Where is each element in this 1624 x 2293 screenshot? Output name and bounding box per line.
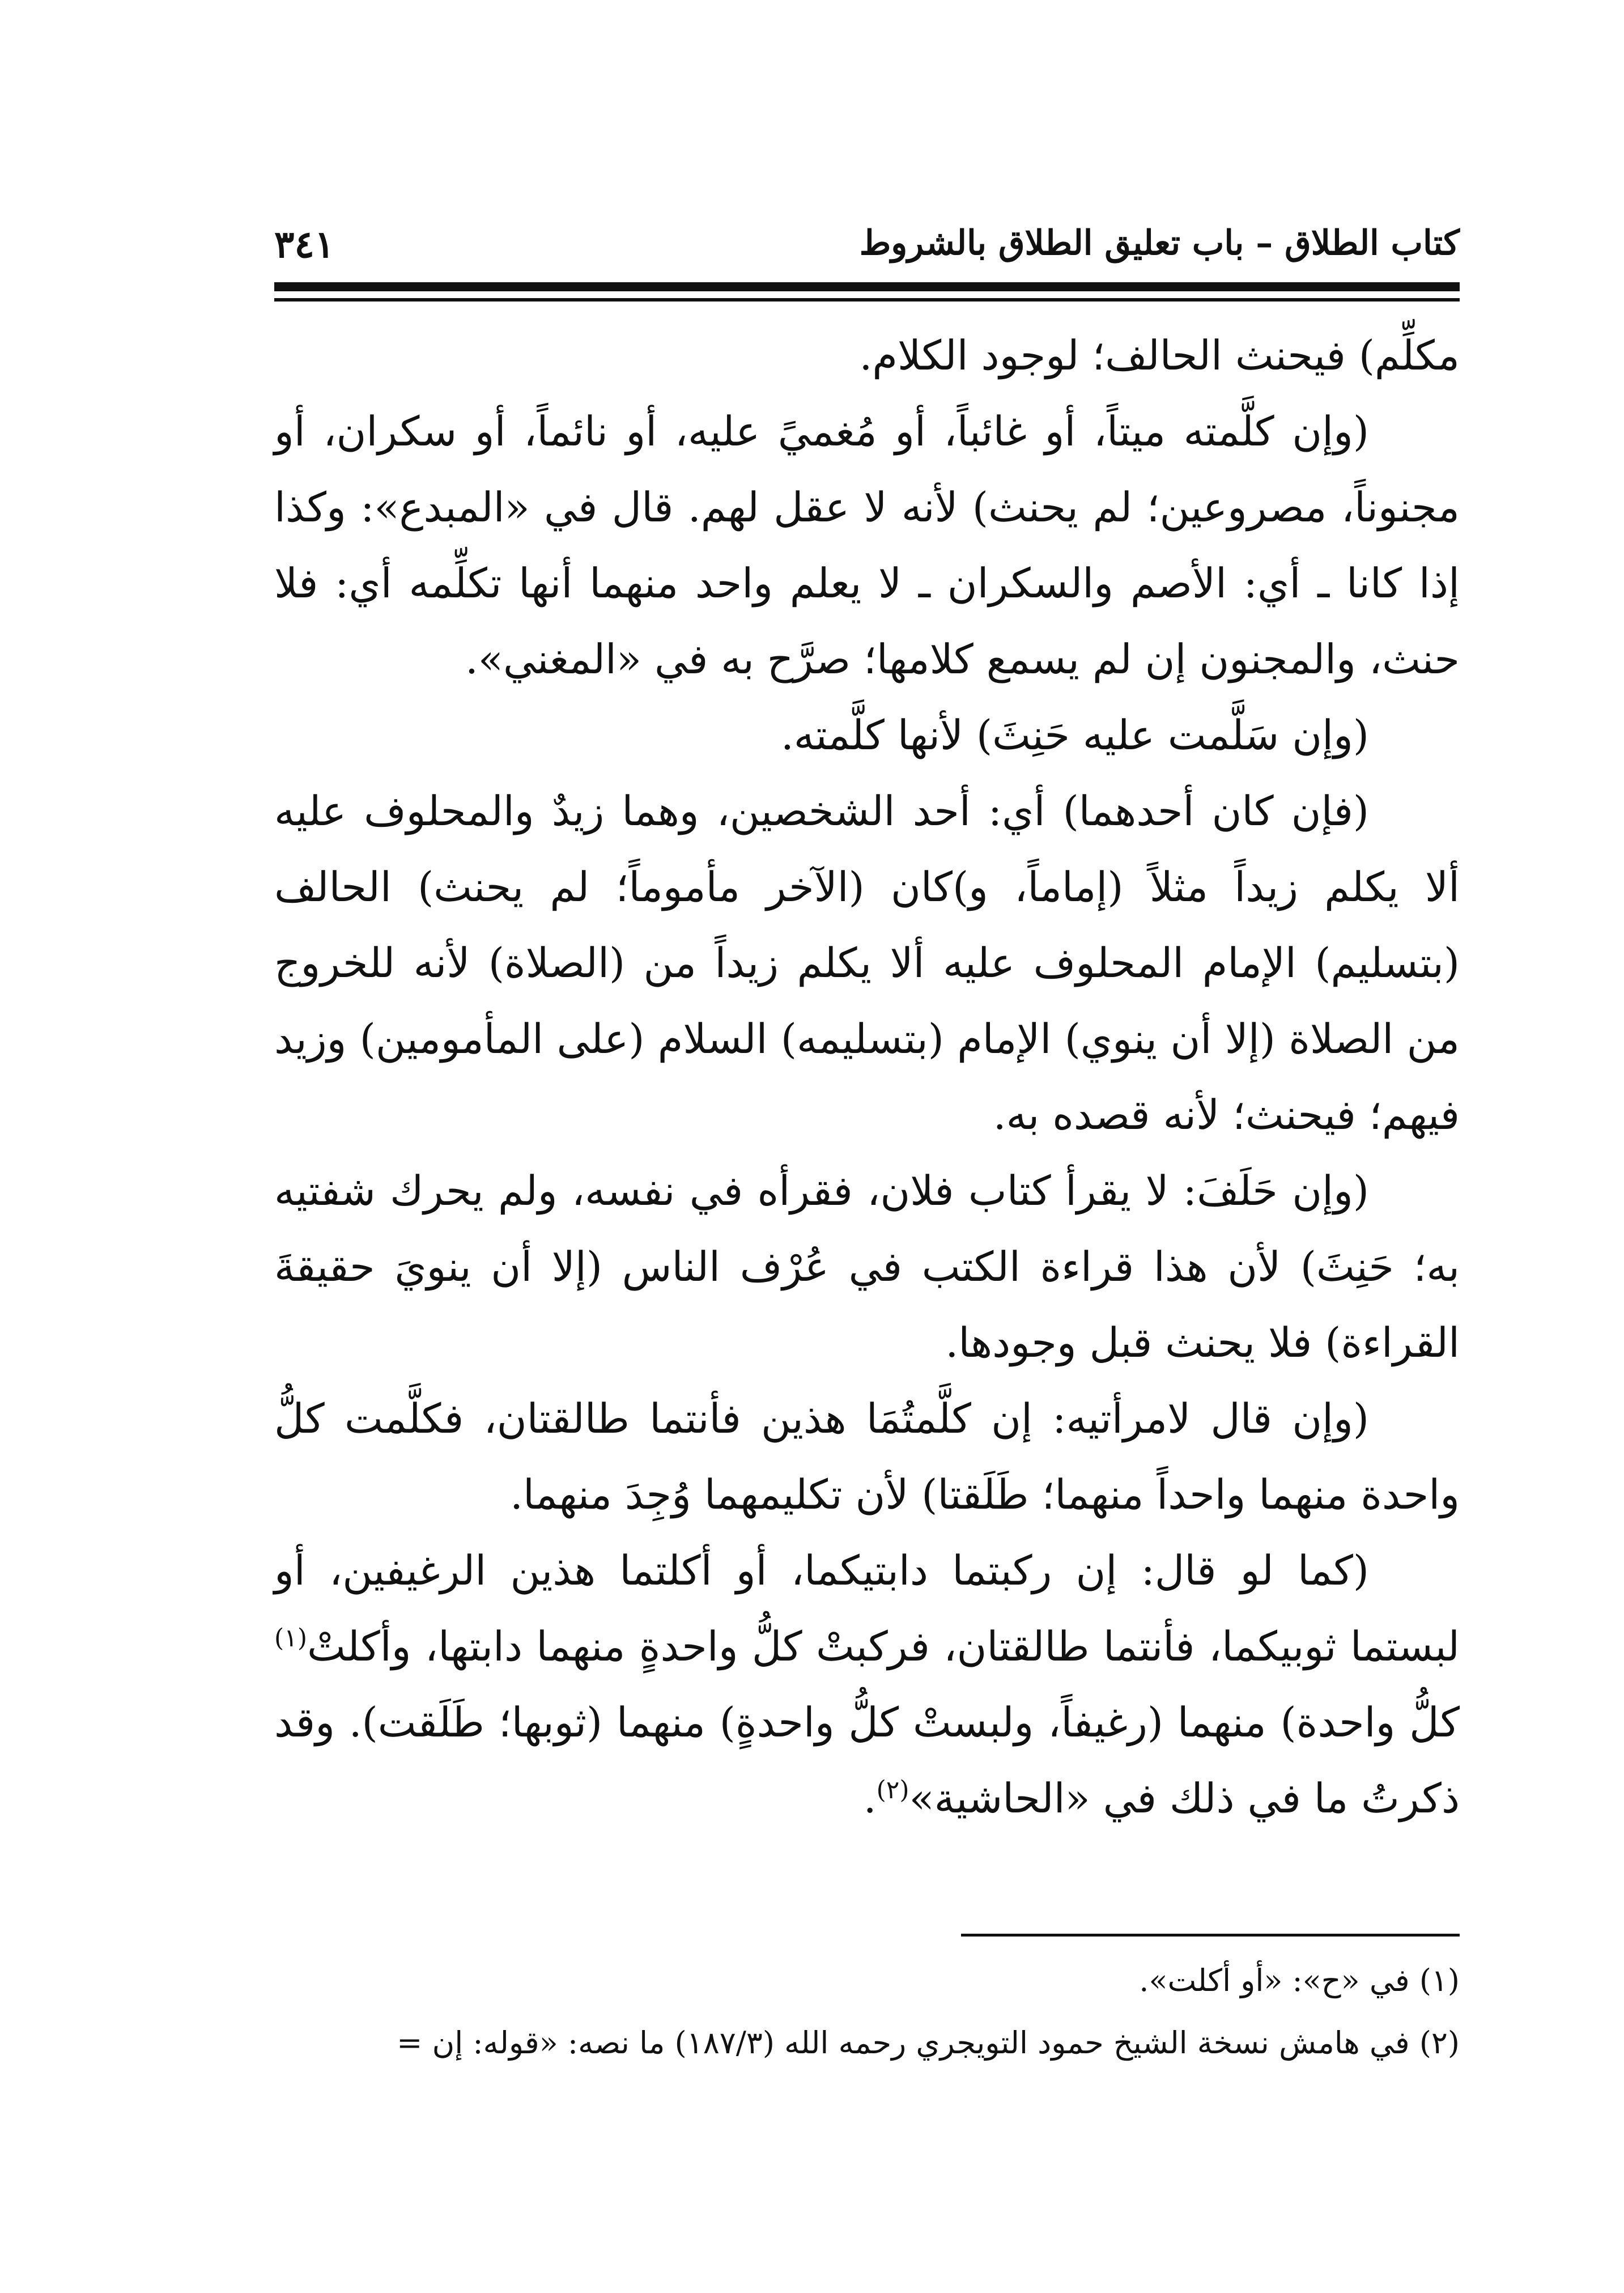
paragraph-segment: . xyxy=(863,1774,877,1822)
paragraph: (فإن كان أحدهما) أي: أحد الشخصين، وهما زيدٌ والمحلوف عليه ألا يكلم زيداً مثلاً (إماماً، و)كان (الآخر مأموماً؛ لم يحنث) الحالف (بتسليم) الإمام المحلوف عليه ألا يكلم زيداً من (الصلاة) لأنه للخروج من الصلاة (إلا أن ينوي) الإمام (بتسليمه) السلام (على المأمومين) وزيد فيهم؛ فيحنث؛ لأنه قصده به. xyxy=(274,787,1460,1139)
footnote-ref-2: (٢) xyxy=(876,1776,909,1804)
paragraph-segment: كلُّ واحدة) منهما (رغيفاً، ولبستْ كلُّ واحدةٍ) منهما (ثوبها؛ طَلَقت). وقد ذكرتُ ما في ذلك في «الحاشية» xyxy=(274,1698,1460,1822)
footnote-2: (٢) في هامش نسخة الشيخ حمود التويجري رحمه الله (١٨٧/٣) ما نصه: «قوله: إن = xyxy=(397,2025,1460,2061)
paragraph: (وإن قال لامرأتيه: إن كلَّمتُمَا هذين فأنتما طالقتان، فكلَّمت كلُّ واحدة منهما واحداً منهما؛ طَلَقتا) لأن تكليمهما وُجِدَ منهما. xyxy=(274,1395,1460,1518)
main-text xyxy=(274,317,1460,1836)
paragraph: مكلِّم) فيحنث الحالف؛ لوجود الكلام. xyxy=(859,332,1460,379)
paragraph: (وإن سَلَّمت عليه حَنِثَ) لأنها كلَّمته. xyxy=(781,711,1369,759)
header-rule-thin xyxy=(274,298,1460,302)
header-rule-thick xyxy=(274,282,1460,291)
page-header xyxy=(274,204,1460,278)
paragraph: (وإن كلَّمته ميتاً، أو غائباً، أو مُغميً عليه، أو نائماً، أو سكران، أو مجنوناً، مصروعين؛ لم يحنث) لأنه لا عقل لهم. قال في «المبدع»: وكذا إذا كانا ـ أي: الأصم والسكران ـ لا يعلم واحد منهما أنها تكلِّمه أي: فلا حنث، والمجنون إن لم يسمع كلامها؛ صرَّح به في «المغني». xyxy=(274,407,1460,683)
paragraph: (وإن حَلَفَ: لا يقرأ كتاب فلان، فقرأه في نفسه، ولم يحرك شفتيه به؛ حَنِثَ) لأن هذا قراءة الكتب في عُرْف الناس (إلا أن ينويَ حقيقةَ القراءة) فلا يحنث قبل وجودها. xyxy=(274,1167,1460,1366)
footnote-separator xyxy=(961,1934,1460,1937)
paragraph-segment: (كما لو قال: إن ركبتما دابتيكما، أو أكلتما هذين الرغيفين، أو لبستما ثوبيكما، فأنتما طالقتان، فركبتْ كلُّ واحدةٍ منهما دابتها، وأكلتْ xyxy=(274,1547,1460,1670)
footnotes xyxy=(244,1950,1460,2074)
footnote-ref-1: (١) xyxy=(274,1624,307,1653)
paragraph-last xyxy=(274,1532,1460,1836)
footnote-1: (١) في «ح»: «أو أكلت». xyxy=(1139,1963,1460,1998)
page-number: ٣٤١ xyxy=(274,222,335,266)
running-title: كتاب الطلاق – باب تعليق الطلاق بالشروط xyxy=(859,223,1460,263)
